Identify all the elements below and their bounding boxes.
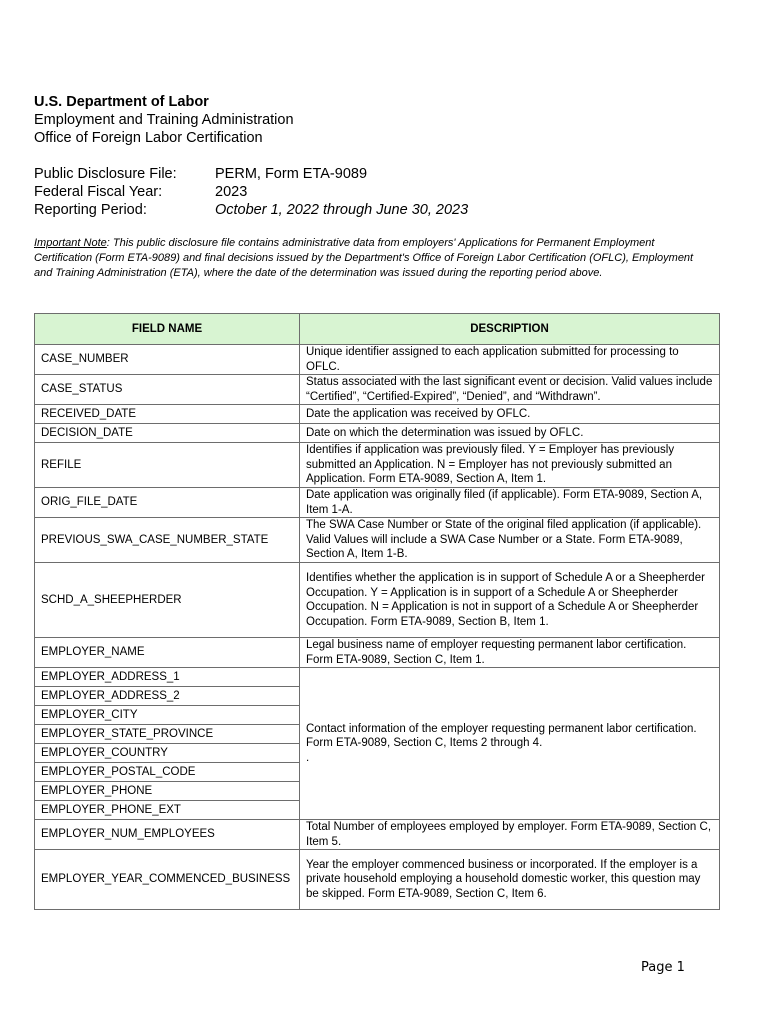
table-row <box>35 518 720 563</box>
column-header-field-name: FIELD NAME <box>35 314 300 345</box>
field-name-cell: EMPLOYER_NUM_EMPLOYEES <box>35 820 300 850</box>
page-number: Page 1 <box>641 960 685 975</box>
description-cell: Status associated with the last significant event or decision. Valid values include “Certified”, “Certified-Expired”, “Denied”, and “Withdrawn”. <box>300 375 720 405</box>
column-header-description: DESCRIPTION <box>300 314 720 345</box>
field-name-cell: EMPLOYER_PHONE <box>35 782 300 801</box>
agency-name: Employment and Training Administration <box>34 112 294 128</box>
description-cell-contact-info: Contact information of the employer requesting permanent labor certification. Form ETA-9089, Section C, Items 2 through 4. . <box>300 668 720 820</box>
field-name-cell: RECEIVED_DATE <box>35 405 300 424</box>
table-row <box>35 668 720 687</box>
table-row <box>35 488 720 518</box>
field-name-cell: CASE_STATUS <box>35 375 300 405</box>
meta-label: Reporting Period: <box>34 202 147 218</box>
field-name-cell: EMPLOYER_ADDRESS_1 <box>35 668 300 687</box>
field-name-cell: SCHD_A_SHEEPHERDER <box>35 563 300 638</box>
field-name-cell: EMPLOYER_ADDRESS_2 <box>35 687 300 706</box>
description-cell: Unique identifier assigned to each application submitted for processing to OFLC. <box>300 345 720 375</box>
file-metadata <box>34 165 468 219</box>
description-cell: Legal business name of employer requesting permanent labor certification. Form ETA-9089, Section C, Item 1. <box>300 638 720 668</box>
table-row <box>35 405 720 424</box>
meta-value: October 1, 2022 through June 30, 2023 <box>215 202 469 218</box>
table-header-row <box>35 314 720 345</box>
field-name-cell: REFILE <box>35 443 300 488</box>
note-label: Important Note <box>34 237 107 249</box>
table-row <box>35 563 720 638</box>
field-name-cell: ORIG_FILE_DATE <box>35 488 300 518</box>
field-name-cell: EMPLOYER_POSTAL_CODE <box>35 763 300 782</box>
important-note <box>34 236 694 281</box>
meta-row-reporting-period <box>34 201 468 219</box>
table-row <box>35 424 720 443</box>
table-row <box>35 443 720 488</box>
document-header <box>34 93 294 147</box>
field-name-cell: EMPLOYER_YEAR_COMMENCED_BUSINESS <box>35 850 300 910</box>
table-row <box>35 638 720 668</box>
table-row <box>35 820 720 850</box>
field-name-cell: PREVIOUS_SWA_CASE_NUMBER_STATE <box>35 518 300 563</box>
field-name-cell: CASE_NUMBER <box>35 345 300 375</box>
field-name-cell: DECISION_DATE <box>35 424 300 443</box>
meta-label: Federal Fiscal Year: <box>34 184 163 200</box>
description-cell: Date the application was received by OFLC. <box>300 405 720 424</box>
description-cell: Date application was originally filed (if applicable). Form ETA-9089, Section A, Item 1-A. <box>300 488 720 518</box>
field-name-cell: EMPLOYER_STATE_PROVINCE <box>35 725 300 744</box>
office-name: Office of Foreign Labor Certification <box>34 130 263 146</box>
description-cell: Year the employer commenced business or incorporated. If the employer is a private household employing a household domestic worker, this question may be skipped. Form ETA-9089, Section C, Item 6. <box>300 850 720 910</box>
meta-row-disclosure-file <box>34 165 468 183</box>
meta-value: 2023 <box>215 184 248 200</box>
note-text: : This public disclosure file contains administrative data from employers' Applications for Permanent Employment Certification (Form ETA-9089) and final decisions issued by the Department's Office of Foreign Labor Certification (OFLC), Employment and Training Administration (ETA), where the date of the determination was issued during the reporting period above. <box>34 237 694 279</box>
description-cell: Date on which the determination was issued by OFLC. <box>300 424 720 443</box>
description-cell: Total Number of employees employed by employer. Form ETA-9089, Section C, Item 5. <box>300 820 720 850</box>
table-row <box>35 850 720 910</box>
table-row <box>35 345 720 375</box>
description-cell: Identifies whether the application is in support of Schedule A or a Sheepherder Occupation. Y = Application is in support of a Schedule A or Sheepherder Occupation. N = Application is not in support of a Schedule A or Sheepherder Occupation. Form ETA-9089, Section B, Item 1. <box>300 563 720 638</box>
meta-label: Public Disclosure File: <box>34 166 177 182</box>
field-name-cell: EMPLOYER_COUNTRY <box>35 744 300 763</box>
department-name: U.S. Department of Labor <box>34 94 209 110</box>
table-row <box>35 375 720 405</box>
field-definitions-table <box>34 313 720 910</box>
field-name-cell: EMPLOYER_PHONE_EXT <box>35 801 300 820</box>
meta-value: PERM, Form ETA-9089 <box>215 166 368 182</box>
field-name-cell: EMPLOYER_CITY <box>35 706 300 725</box>
description-cell: Identifies if application was previously filed. Y = Employer has previously submitted an Application. N = Employer has not previously submitted an Application. Form ETA-9089, Section A, Item 1. <box>300 443 720 488</box>
field-name-cell: EMPLOYER_NAME <box>35 638 300 668</box>
description-cell: The SWA Case Number or State of the original filed application (if applicable). Valid Values will include a SWA Case Number or a State. Form ETA-9089, Section A, Item 1-B. <box>300 518 720 563</box>
meta-row-fiscal-year <box>34 183 468 201</box>
